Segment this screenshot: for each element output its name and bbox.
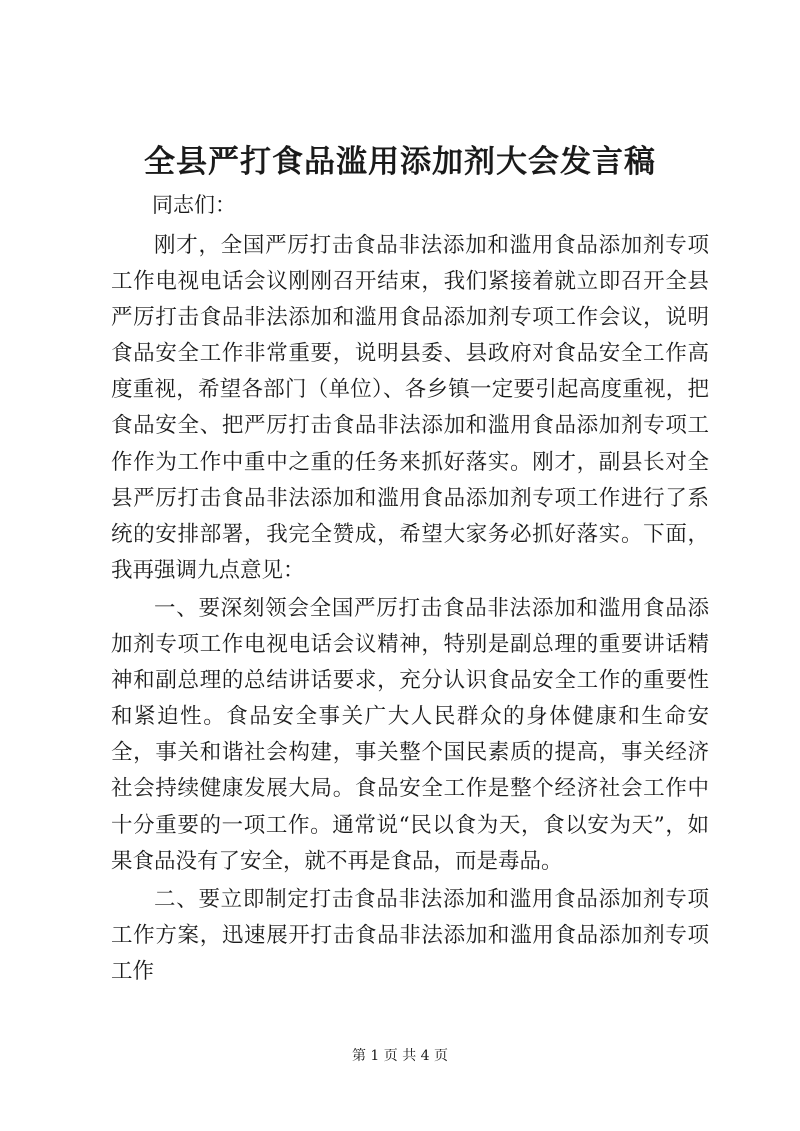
paragraph: 一、要深刻领会全国严厉打击食品非法添加和滥用食品添加剂专项工作电视电话会议精神，特别是副总理的重要讲话精神和副总理的总结讲话要求，充分认识食品安全工作的重要性和紧迫性。食品安全事关广大人民群众的身体健康和生命安全，事关和谐社会构建，事关整个国民素质的提高，事关经济社会持续健康发展大局。食品安全工作是整个经济社会工作中十分重要的一项工作。通常说“民以食为天，食以安为天”，如果食品没有了安全，就不再是食品，而是毒品。 bbox=[111, 595, 709, 874]
document-title: 全县严打食品滥用添加剂大会发言稿 bbox=[144, 144, 656, 180]
paragraph: 刚才，全国严厉打击食品非法添加和滥用食品添加剂专项工作电视电话会议刚刚召开结束，我们紧接着就立即召开全县严厉打击食品非法添加和滥用食品添加剂专项工作会议，说明食品安全工作非常重要，说明县委、县政府对食品安全工作高度重视，希望各部门（单位）、各乡镇一定要引起高度重视，把食品安全、把严厉打击食品非法添加和滥用食品添加剂专项工作作为工作中重中之重的任务来抓好落实。刚才，副县长对全县严厉打击食品非法添加和滥用食品添加剂专项工作进行了系统的安排部署，我完全赞成，希望大家务必抓好落实。下面，我再强调九点意见： bbox=[111, 233, 709, 583]
page-footer: 第 1 页 共 4 页 bbox=[351, 1048, 449, 1064]
salutation: 同志们： bbox=[152, 193, 236, 217]
document-body bbox=[111, 228, 709, 992]
paragraph: 二、要立即制定打击食品非法添加和滥用食品添加剂专项工作方案，迅速展开打击食品非法添加和滥用食品添加剂专项工作 bbox=[111, 886, 709, 984]
